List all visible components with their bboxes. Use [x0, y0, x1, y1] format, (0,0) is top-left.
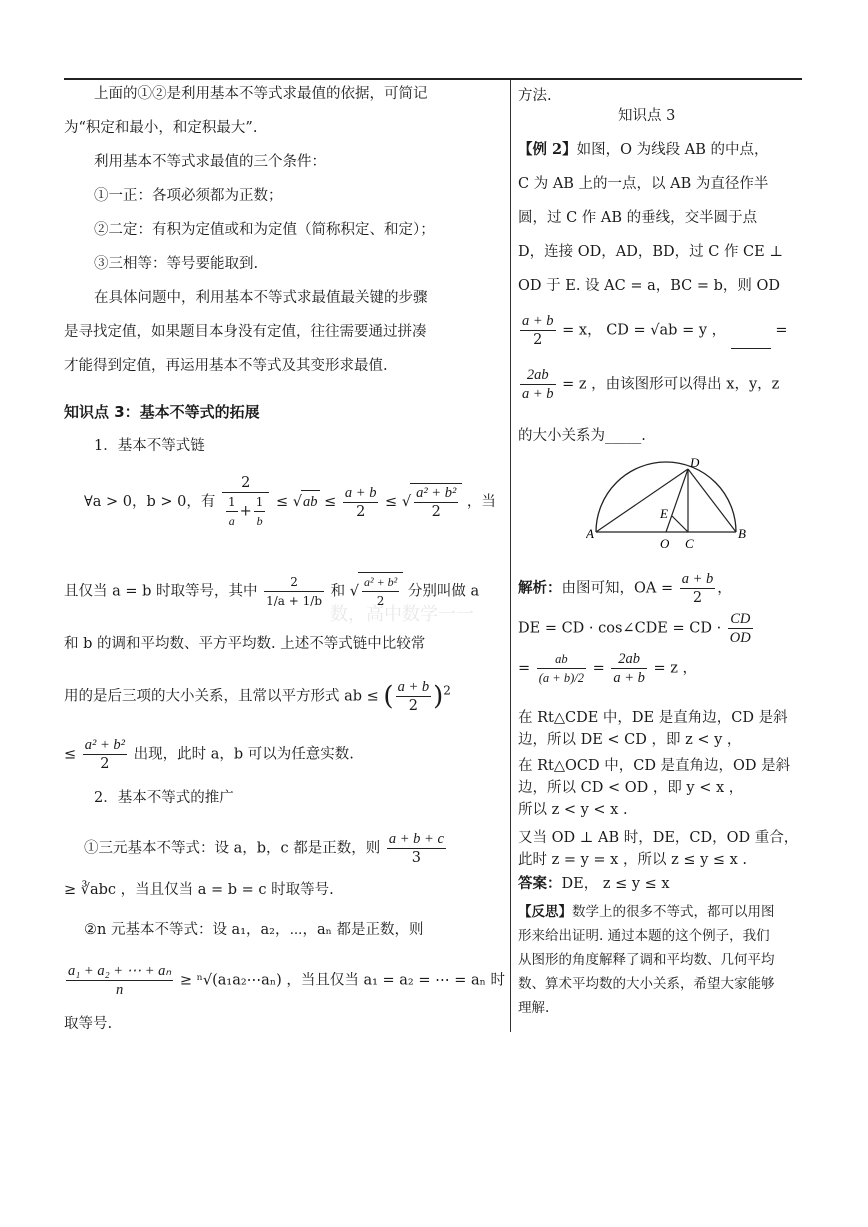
- label-A: A: [586, 526, 594, 541]
- segment-CE: [672, 516, 688, 532]
- solution-line: 又当 OD ⊥ AB 时，DE，CD，OD 重合，: [518, 830, 799, 846]
- example-line: D，连接 OD，AD，BD，过 C 作 CE ⊥: [518, 244, 783, 260]
- solution-line: 此时 z = y = x ，所以 z ≤ y ≤ x .: [518, 852, 748, 868]
- label-D: D: [690, 458, 700, 470]
- solution-line: 在 Rt△OCD 中，CD 是直角边，OD 是斜: [518, 758, 791, 774]
- condition-3: ③三相等：等号要能取到.: [94, 256, 259, 272]
- answer-line: 答案：DE， z ≤ y ≤ x: [518, 875, 670, 892]
- paragraph-line: 利用基本不等式求最值的三个条件：: [94, 154, 326, 170]
- solution-line: 边，所以 CD < OD ，即 y < x ，: [518, 780, 744, 796]
- label-E: E: [660, 506, 668, 521]
- paragraph-line: 才能得到定值，再运用基本不等式及其变形求最值.: [64, 358, 388, 374]
- reflection-line: 形来给出证明. 通过本题的这个例子，我们: [518, 928, 770, 944]
- subsection-title: 1．基本不等式链: [94, 438, 205, 454]
- solution-line: 所以 z < y < x .: [518, 802, 628, 818]
- inequality-chain: ∀a > 0，b > 0，有 2 $\frac{1}{a}$ + $\frac{1}{b}$ ≤ √ab ≤ $\frac{a + b}{2}$ ≤ √ $\frac{\text{a² + b²}}{2}$ ，当: [84, 475, 496, 528]
- label-B: B: [738, 526, 746, 541]
- paragraph-line: 取等号.: [64, 1016, 113, 1032]
- harmonic-mean-fraction: 2 $\frac{1}{a}$ + $\frac{1}{b}$: [222, 474, 269, 530]
- example-line: OD 于 E. 设 AC = a，BC = b，则 OD: [518, 278, 781, 294]
- reflection-line: 数、算术平均数的大小关系，希望大家能够: [518, 976, 775, 992]
- column-divider: [510, 80, 511, 1032]
- paragraph-line: 方法.: [518, 88, 552, 104]
- condition-1: ①一正：各项必须都为正数；: [94, 188, 283, 204]
- example-line: 圆，过 C 作 AB 的垂线，交半圆于点: [518, 210, 758, 226]
- condition-2: ②二定：有积为定值或和为定值（简称积定、和定）；: [94, 222, 435, 238]
- watermark: 数，高中数学一一: [330, 604, 474, 625]
- paragraph-line: ≥ ∛abc ，当且仅当 a = b = c 时取等号.: [64, 882, 334, 898]
- solution-line: 解析：由图可知，OA = $\frac{a + b}{2}$ ，: [518, 571, 732, 606]
- label-C: C: [685, 536, 694, 550]
- paragraph-line: $\frac{\text{a₁ + a₂ + ⋯ + aₙ}}{n}$ ≥ ⁿ√(a₁a₂⋯aₙ) ，当且仅当 a₁ = a₂ = ⋯ = aₙ 时: [68, 963, 506, 998]
- reflection-line: 理解.: [518, 1000, 550, 1016]
- example-line: C 为 AB 上的一点，以 AB 为直径作半: [518, 176, 769, 192]
- section-title: 知识点 3: [618, 108, 676, 124]
- paragraph-line: 用的是后三项的大小关系，且常以平方形式 ab ≤ ( $\frac{a + b}{2}$ )$^2$: [64, 679, 451, 714]
- example-line: $\frac{2ab}{a + b}$ = z ，由该图形可以得出 x，y，z: [522, 367, 780, 402]
- chain-suffix: ，当: [466, 494, 496, 510]
- paragraph-line: 上面的①②是利用基本不等式求最值的依据，可简记: [94, 86, 428, 102]
- reflection-line: 从图形的角度解释了调和平均数、几何平均: [518, 952, 775, 968]
- chain-prefix: ∀a > 0，b > 0，有: [84, 494, 216, 510]
- segment-OD: [666, 469, 688, 532]
- paragraph-line: 是寻找定值，如果题目本身没有定值，往往需要通过拼凑: [64, 324, 427, 340]
- solution-line: 在 Rt△CDE 中，DE 是直角边，CD 是斜: [518, 710, 788, 726]
- paragraph-line: ≤ $\frac{\text{a² + b²}}{2}$ 出现，此时 a，b 可以为任意实数.: [64, 737, 354, 772]
- paragraph-line: ②n 元基本不等式：设 a₁，a₂，⋯，aₙ 都是正数，则: [84, 922, 424, 938]
- solution-line: = $\frac{ab}{(a + b)/2}$ = $\frac{2ab}{a + b}$ = z ，: [518, 651, 698, 686]
- paragraph-line: 且仅当 a = b 时取等号，其中 $\frac{2}{1/a + 1/b}$ 和 √ $\frac{\text{a² + b²}}{2}$ 分别叫做 a: [64, 572, 479, 610]
- paragraph-line: ①三元基本不等式：设 a，b，c 都是正数，则 $\frac{a + b + c}{3}$: [84, 831, 444, 866]
- segment-AD: [596, 469, 688, 532]
- example-line: 的大小关系为_____.: [518, 428, 646, 444]
- reflection-line: 【反思】数学上的很多不等式，都可以用图: [518, 904, 775, 920]
- example-line: 【例 2】如图，O 为线段 AB 的中点，: [518, 141, 769, 158]
- solution-line: DE = CD · cos∠CDE = CD · $\frac{CD}{OD}$: [518, 611, 751, 646]
- semicircle-figure: [586, 458, 746, 550]
- answer-blank[interactable]: [731, 334, 771, 349]
- semicircle-arc: [596, 462, 736, 532]
- subsection-title: 2．基本不等式的推广: [94, 790, 234, 806]
- top-rule: [64, 78, 802, 80]
- paragraph-line: 和 b 的调和平均数、平方平均数. 上述不等式链中比较常: [64, 636, 426, 652]
- arithmetic-mean-fraction: $\frac{a + b}{2}$: [344, 484, 377, 520]
- paragraph-line: 在具体问题中，利用基本不等式求最值最关键的步骤: [94, 290, 428, 306]
- paragraph-line: 为“积定和最小，和定积最大”.: [64, 120, 258, 136]
- solution-line: 边，所以 DE < CD ，即 z < y ，: [518, 732, 742, 748]
- label-O: O: [660, 536, 670, 550]
- section-heading: 知识点 3：基本不等式的拓展: [64, 403, 260, 421]
- example-line: $\frac{a + b}{2}$ = x， CD = √ab = y ， =: [522, 313, 788, 348]
